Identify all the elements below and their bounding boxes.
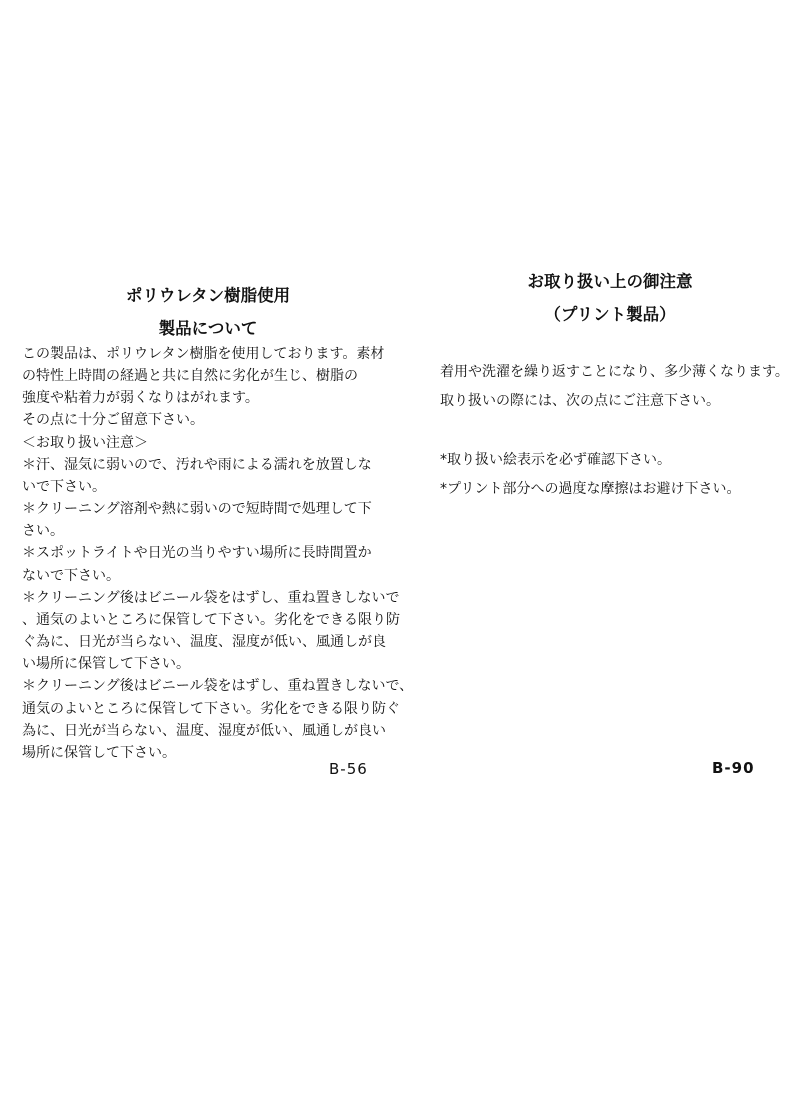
left-care-label xyxy=(22,282,414,787)
left-body-line: ＜お取り扱い注意＞ xyxy=(22,434,148,451)
left-body-line: ないで下さい。 xyxy=(22,567,120,584)
left-title-line2: 製品について xyxy=(158,319,258,338)
left-body-line: この製品は、ポリウレタン樹脂を使用しております。素材 xyxy=(22,346,385,362)
left-body-line: その点に十分ご留意下さい。 xyxy=(22,412,204,429)
left-body-line: 強度や粘着力が弱くなりはがれます。 xyxy=(22,390,259,407)
right-title-line1: お取り扱い上の御注意 xyxy=(527,272,693,291)
left-title-line1: ポリウレタン樹脂使用 xyxy=(125,286,291,305)
left-body-line: 通気のよいところに保管して下さい。劣化をできる限り防ぐ xyxy=(22,700,400,717)
left-body-line: ＊クリーニング後はビニール袋をはずし、重ね置きしないで xyxy=(22,589,400,606)
left-body-line: の特性上時間の経過と共に自然に劣化が生じ、樹脂の xyxy=(22,368,358,385)
left-body-line: さい。 xyxy=(22,523,64,540)
left-body-text xyxy=(22,343,414,764)
left-body-line: 場所に保管して下さい。 xyxy=(22,744,176,761)
right-title-line2: （プリント製品） xyxy=(544,305,676,324)
right-body-line: *取り扱い絵表示を必ず確認下さい。 xyxy=(440,452,671,468)
right-body-line: 取り扱いの際には、次の点にご注意下さい。 xyxy=(440,392,720,409)
left-body-line: 、通気のよいところに保管して下さい。劣化をできる限り防 xyxy=(22,611,400,628)
left-body-line: ＊汗、湿気に弱いので、汚れや雨による濡れを放置しな xyxy=(22,456,372,473)
left-body-line: ぐ為に、日光が当らない、温度、湿度が低い、風通しが良 xyxy=(22,634,386,651)
right-body-notes xyxy=(440,446,780,503)
right-body-line: 着用や洗濯を繰り返すことになり、多少薄くなります。 xyxy=(440,364,789,380)
left-page-number: B-56 xyxy=(329,760,368,778)
right-body-line: *プリント部分への過度な摩擦はお避け下さい。 xyxy=(440,480,741,497)
right-page-number: B-90 xyxy=(712,759,755,777)
left-body-line: いで下さい。 xyxy=(22,478,106,495)
left-body-line: 為に、日光が当らない、温度、湿度が低い、風通しが良い xyxy=(22,722,386,739)
left-body-line: ＊クリーニング後はビニール袋をはずし、重ね置きしないで、 xyxy=(22,678,414,695)
right-care-label xyxy=(440,268,789,787)
left-body-line: ＊クリーニング溶剤や熱に弱いので短時間で処理して下 xyxy=(22,501,372,518)
right-body-intro xyxy=(440,358,789,415)
left-body-line: い場所に保管して下さい。 xyxy=(22,656,190,673)
left-body-line: ＊スポットライトや日光の当りやすい場所に長時間置か xyxy=(22,545,372,562)
